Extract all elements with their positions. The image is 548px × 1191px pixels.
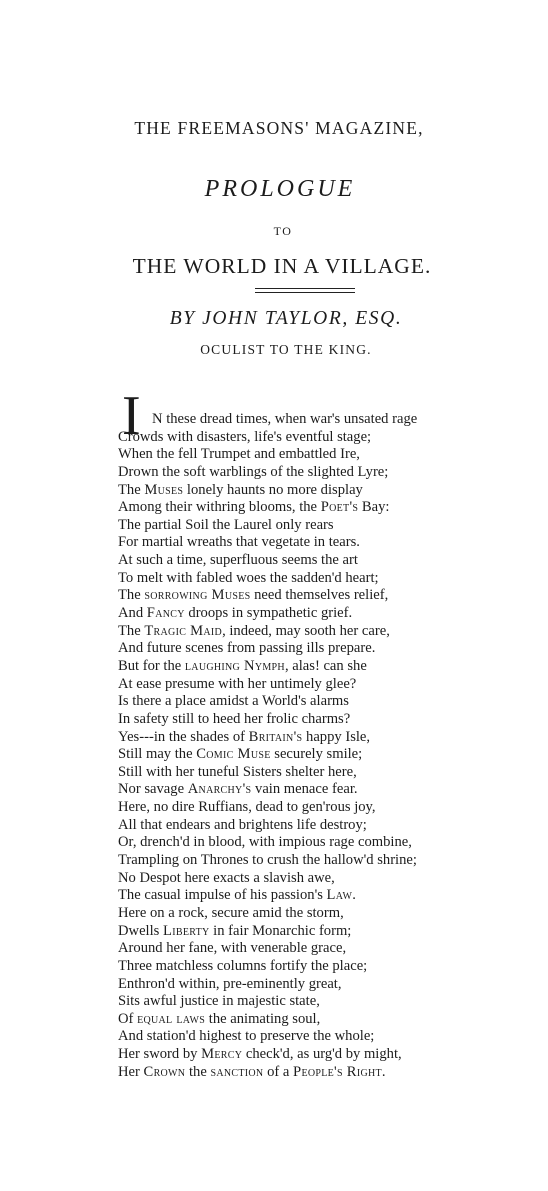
poem-line [118, 711, 528, 729]
poem-line [118, 905, 528, 923]
author-byline: BY JOHN TAYLOR, ESQ. [169, 308, 403, 329]
line-text: The [118, 587, 145, 604]
line-text: Here, no dire Ruffians, dead to gen'rous joy, [118, 799, 376, 816]
line-text: Around her fane, with venerable grace, [118, 940, 347, 957]
small-caps-text: Liberty [163, 922, 210, 939]
line-text: , indeed, may sooth her care, [222, 622, 390, 639]
author-credential: OCULIST TO THE KING. [200, 342, 372, 357]
line-text: Sits awful justice in majestic state, [118, 993, 320, 1010]
heading-connector: TO [273, 224, 293, 238]
poem-line [118, 446, 528, 464]
line-text: At such a time, superfluous seems the art [118, 552, 358, 569]
line-text: Crowds with disasters, life's eventful stage; [118, 428, 372, 445]
line-text: check'd, as urg'd by might, [242, 1046, 402, 1063]
line-text: lonely haunts no more display [183, 481, 363, 498]
poem-line [118, 499, 528, 517]
poem-line [118, 958, 528, 976]
line-text: For martial wreaths that vegetate in tears. [118, 534, 360, 551]
poem-line [118, 834, 528, 852]
line-text: Her [118, 1063, 144, 1080]
line-text: Yes---in the shades of [118, 728, 249, 745]
poem-line [118, 746, 528, 764]
line-text: Nor savage [118, 781, 188, 798]
poem-line [118, 764, 528, 782]
poem-line [118, 870, 528, 888]
line-text: Still may the [118, 746, 197, 763]
line-text: the [185, 1063, 211, 1080]
section-heading-prologue: PROLOGUE [204, 176, 356, 202]
line-text: And station'd highest to preserve the whole; [118, 1028, 375, 1045]
line-text: Trampling on Thrones to crush the hallow'd shrine; [118, 852, 417, 869]
line-text: N these dread times, when war's unsated rage [152, 411, 418, 427]
line-text: Dwells [118, 922, 163, 939]
line-text: the animating soul, [205, 1010, 321, 1027]
line-text: vain menace fear. [251, 781, 358, 798]
line-text: Or, drench'd in blood, with impious rage combine, [118, 834, 412, 851]
small-caps-text: Muses [144, 481, 184, 498]
title-rule-divider [255, 288, 355, 293]
line-text: At ease presume with her untimely glee? [118, 675, 357, 692]
poem-line [118, 852, 528, 870]
small-caps-text: laughing Nymph [184, 657, 285, 674]
line-text: happy Isle, [302, 728, 371, 745]
poem-line [118, 1046, 528, 1064]
line-text: Her sword by [118, 1046, 202, 1063]
line-text: The casual impulse of his passion's [118, 887, 327, 904]
poem-line [118, 587, 528, 605]
small-caps-text: People's Right [293, 1063, 382, 1080]
line-text: Enthron'd within, pre-eminently great, [118, 975, 342, 992]
small-caps-text: Anarchy's [187, 781, 252, 798]
small-caps-text: equal laws [137, 1010, 206, 1027]
line-text: need themselves relief, [250, 587, 389, 604]
small-caps-text: Britain's [248, 728, 303, 745]
small-caps-text: sorrowing Muses [144, 587, 251, 604]
poem-line [118, 605, 528, 623]
line-text: Is there a place amidst a World's alarms [118, 693, 349, 710]
poem-line [118, 940, 528, 958]
small-caps-text: Poet's [320, 499, 359, 516]
poem-line [118, 1064, 528, 1082]
line-text: And future scenes from passing ills prepare. [118, 640, 376, 657]
small-caps-text: sanction [210, 1063, 264, 1080]
poem-line [118, 693, 528, 711]
poem-line [118, 729, 528, 747]
small-caps-text: Law [326, 887, 353, 904]
line-text: Among their withring blooms, the [118, 499, 321, 516]
line-text: But for the [118, 657, 185, 674]
drop-cap: I [122, 385, 141, 447]
poem-line [118, 1028, 528, 1046]
poem-line [118, 482, 528, 500]
line-text: The partial Soil the Laurel only rears [118, 516, 334, 533]
poem-line [118, 570, 528, 588]
line-text: securely smile; [270, 746, 363, 763]
small-caps-text: Comic Muse [196, 746, 271, 763]
poem-line [118, 552, 528, 570]
line-text: Still with her tuneful Sisters shelter here, [118, 763, 357, 780]
small-caps-text: Tragic Maid [144, 622, 223, 639]
poem-line [118, 534, 528, 552]
poem-line [118, 411, 528, 429]
poem-line [118, 658, 528, 676]
small-caps-text: Mercy [201, 1046, 243, 1063]
line-text: To melt with fabled woes the sadden'd heart; [118, 569, 379, 586]
line-text: . [352, 887, 356, 904]
line-text: Three matchless columns fortify the place; [118, 957, 368, 974]
poem-line [118, 429, 528, 447]
poem-line [118, 781, 528, 799]
line-text: The [118, 622, 145, 639]
line-text: in fair Monarchic form; [209, 922, 352, 939]
poem-line [118, 799, 528, 817]
line-text: No Despot here exacts a slavish awe, [118, 869, 335, 886]
line-text: In safety still to heed her frolic charms? [118, 710, 351, 727]
line-text: Of [118, 1010, 138, 1027]
small-caps-text: Crown [143, 1063, 186, 1080]
line-text: Here on a rock, secure amid the storm, [118, 904, 344, 921]
poem-body [118, 385, 528, 1081]
poem-line [118, 923, 528, 941]
poem-line [118, 464, 528, 482]
line-text: Bay: [358, 499, 390, 516]
poem-line [118, 887, 528, 905]
line-text: And [118, 605, 147, 622]
line-text: When the fell Trumpet and embattled Ire, [118, 446, 360, 463]
line-text: All that endears and brightens life destroy; [118, 816, 367, 833]
poem-title: THE WORLD IN A VILLAGE. [132, 254, 432, 278]
poem-line [118, 640, 528, 658]
line-text: The [118, 481, 145, 498]
poem-line [118, 1011, 528, 1029]
poem-line [118, 517, 528, 535]
line-text: of a [263, 1063, 294, 1080]
poem-line [118, 993, 528, 1011]
poem-line [118, 623, 528, 641]
line-text: Drown the soft warblings of the slighted Lyre; [118, 463, 389, 480]
poem-line [118, 676, 528, 694]
poem-line [118, 817, 528, 835]
poem-line [118, 976, 528, 994]
running-head: THE FREEMASONS' MAGAZINE, [134, 118, 424, 138]
small-caps-text: Fancy [146, 605, 185, 622]
line-text: droops in sympathetic grief. [184, 605, 353, 622]
line-text: , alas! can she [284, 657, 367, 674]
line-text: . [381, 1063, 386, 1080]
